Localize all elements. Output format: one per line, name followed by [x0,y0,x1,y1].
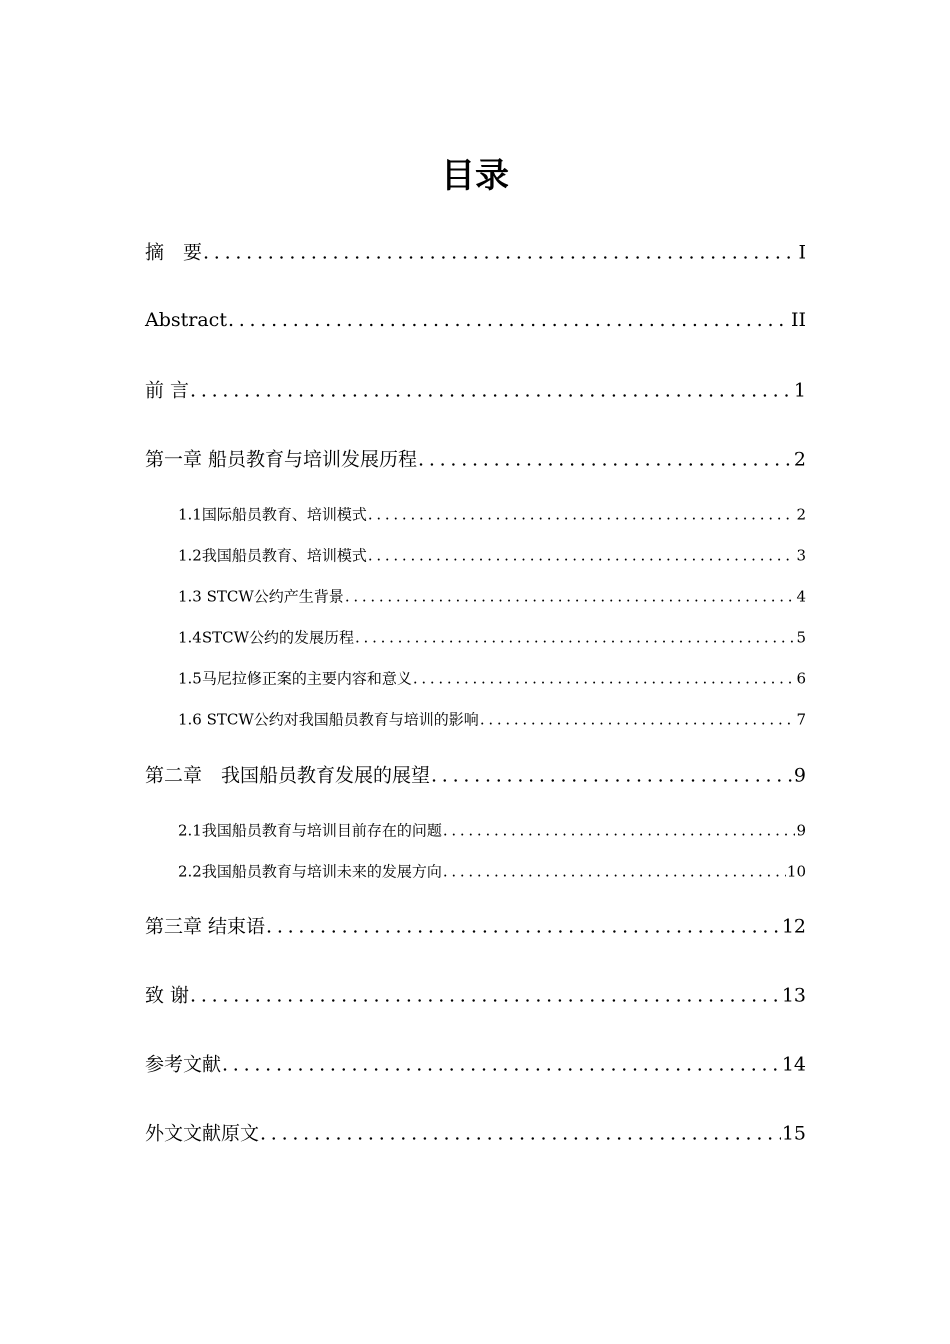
toc-page-number: II [790,309,806,331]
toc-leader-dots [443,863,786,881]
toc-page-number: 2 [796,505,806,524]
toc-entry-label: Abstract [145,309,227,331]
toc-entry-label: 致 谢 [145,984,190,1007]
toc-page-number: 10 [786,862,806,881]
toc-entry-chapter-2[interactable] [145,761,806,788]
toc-page-number: I [798,241,806,264]
toc-leader-dots [190,985,781,1007]
toc-page-number: 9 [793,764,806,787]
toc-entry-preface[interactable] [145,376,806,403]
toc-page-number: 1 [793,379,806,402]
toc-leader-dots [228,309,790,331]
toc-leader-dots [355,629,795,647]
toc-entry-label: 1.4STCW公约的发展历程 [178,628,355,647]
toc-entry-acknowledgements[interactable] [145,981,806,1008]
toc-page-number: 5 [796,628,806,647]
toc-entry-label: 1.2我国船员教育、培训模式 [178,546,367,565]
toc-entry-references[interactable] [145,1050,806,1077]
toc-entry-label: 外文文献原文 [145,1122,260,1145]
toc-page-number: 4 [796,587,806,606]
toc-leader-dots [260,1123,781,1145]
toc-leader-dots [266,916,781,938]
toc-page-number: 14 [781,1053,806,1076]
toc-leader-dots [431,765,793,787]
toc-entry-label: 前 言 [145,379,190,402]
toc-page-number: 15 [781,1122,806,1145]
toc-entry-foreign-literature[interactable] [145,1119,806,1146]
toc-entry-label: 摘 要 [145,241,203,264]
toc-entry-label: 第一章 船员教育与培训发展历程 [145,448,418,471]
toc-entry-section-1-2[interactable] [178,545,806,566]
toc-entry-section-1-6[interactable] [178,709,806,730]
toc-entry-section-1-5[interactable] [178,668,806,689]
toc-leader-dots [203,242,797,264]
toc-entry-section-2-1[interactable] [178,820,806,841]
toc-entry-label: 1.3 STCW公约产生背景 [178,587,344,606]
toc-entry-chapter-3[interactable] [145,912,806,939]
toc-entry-abstract-en[interactable] [145,309,806,331]
toc-entry-label: 第二章 我国船员教育发展的展望 [145,764,431,787]
toc-entry-label: 1.1国际船员教育、培训模式 [178,505,367,524]
toc-entry-label: 参考文献 [145,1053,222,1076]
toc-page-number: 7 [796,710,806,729]
toc-leader-dots [368,547,796,565]
toc-page-number: 2 [793,448,806,471]
toc-page-number: 12 [781,915,806,938]
toc-entry-section-2-2[interactable] [178,861,806,882]
toc-leader-dots [443,822,796,840]
toc-entry-section-1-1[interactable] [178,504,806,525]
toc-entry-label: 1.6 STCW公约对我国船员教育与培训的影响 [178,710,479,729]
toc-entry-label: 1.5马尼拉修正案的主要内容和意义 [178,669,412,688]
toc-entry-label: 2.1我国船员教育与培训目前存在的问题 [178,821,442,840]
toc-entry-chapter-1[interactable] [145,445,806,472]
toc-leader-dots [345,588,796,606]
toc-page-number: 13 [781,984,806,1007]
toc-leader-dots [413,670,796,688]
toc-page-number: 9 [796,821,806,840]
toc-entry-label: 2.2我国船员教育与培训未来的发展方向 [178,862,442,881]
toc-entry-label: 第三章 结束语 [145,915,266,938]
toc-leader-dots [222,1054,781,1076]
toc-leader-dots [368,506,796,524]
toc-page-number: 3 [796,546,806,565]
toc-entry-section-1-4[interactable] [178,627,806,648]
toc-leader-dots [480,711,796,729]
toc-leader-dots [190,380,793,402]
toc-entry-abstract-cn[interactable] [145,238,806,265]
toc-page-number: 6 [796,669,806,688]
page-title: 目录 [441,156,509,196]
toc-leader-dots [418,449,793,471]
toc-entry-section-1-3[interactable] [178,586,806,607]
